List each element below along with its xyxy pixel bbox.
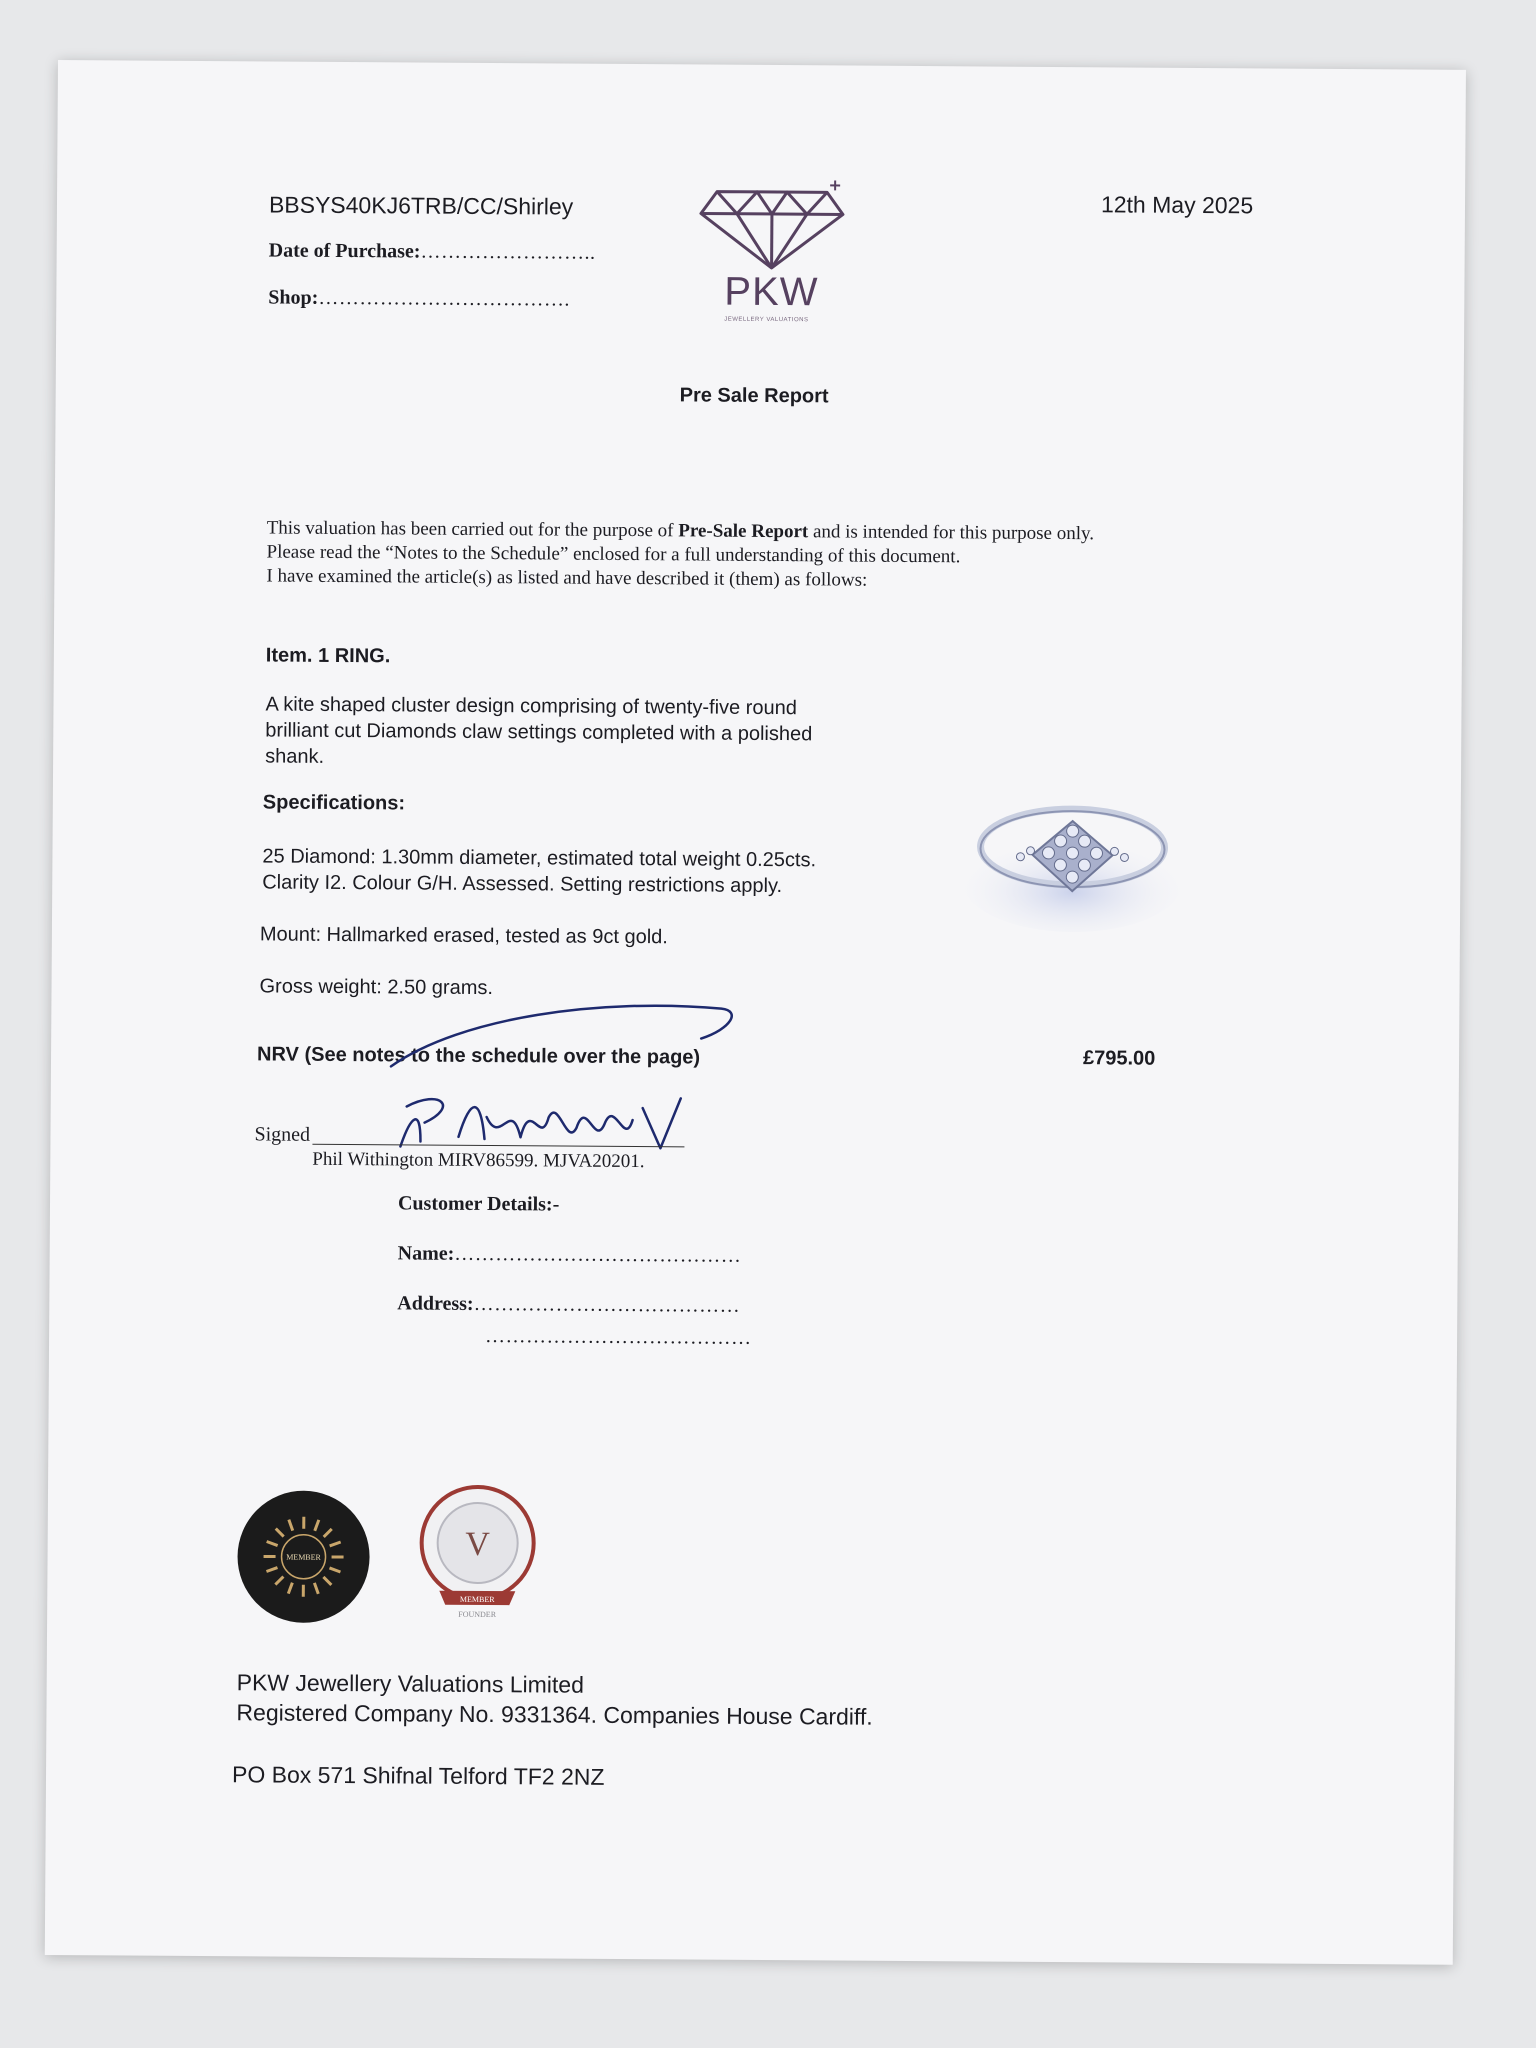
jewellery-valuers-association-seal <box>417 1483 546 1624</box>
logo-text: PKW <box>724 269 819 315</box>
customer-address-dots-line-2 <box>485 1325 752 1350</box>
intro-paragraph <box>266 516 1094 594</box>
shop-label: Shop: <box>268 286 319 309</box>
handwritten-signature <box>380 996 781 1159</box>
customer-name-label: Name: <box>397 1242 455 1265</box>
spec-diamond-line: 25 Diamond: 1.30mm diameter, estimated total weight 0.25cts. <box>262 845 817 872</box>
valuers-founder-text: FOUNDER <box>458 1609 497 1620</box>
intro-line-1-post: and is intended for this purpose only. <box>808 521 1095 545</box>
naj-member-seal <box>233 1486 374 1627</box>
intro-line-2: Please read the “Notes to the Schedule” enclosed for a full understanding of this document. <box>266 541 961 568</box>
valuers-v-letter: V <box>465 1525 491 1564</box>
date-of-purchase-dots: …………………….. <box>420 240 596 264</box>
naj-member-text: MEMBER <box>286 1552 321 1562</box>
footer-company: PKW Jewellery Valuations Limited <box>236 1669 585 1698</box>
item-title: Item. 1 RING. <box>265 644 391 668</box>
valuers-member-text: MEMBER <box>459 1594 495 1605</box>
intro-line-1-pre: This valuation has been carried out for the purpose of <box>266 517 679 542</box>
reference-number: BBSYS40KJ6TRB/CC/Shirley <box>268 191 574 220</box>
signed-label: Signed <box>254 1123 311 1146</box>
footer-address: PO Box 571 Shifnal Telford TF2 2NZ <box>231 1761 605 1790</box>
spec-mount-line: Mount: Hallmarked erased, tested as 9ct gold. <box>259 923 668 949</box>
document-page <box>45 60 1466 1965</box>
customer-details-title: Customer Details:- <box>397 1192 560 1216</box>
report-date: 12th May 2025 <box>1100 191 1254 219</box>
nrv-price: £795.00 <box>1082 1047 1156 1070</box>
customer-address-label: Address: <box>397 1292 474 1315</box>
customer-name-dots: …………………………………… <box>454 1242 742 1267</box>
spec-gross-weight-line: Gross weight: 2.50 grams. <box>259 975 494 1000</box>
customer-address-field <box>397 1292 740 1317</box>
nrv-label: NRV (See notes to the schedule over the page) <box>256 1043 701 1069</box>
footer-registration: Registered Company No. 9331364. Companies House Cardiff. <box>236 1699 873 1730</box>
date-of-purchase-field <box>269 239 596 264</box>
ring-photo <box>962 786 1193 938</box>
report-title: Pre Sale Report <box>679 384 829 408</box>
customer-address-dots: ………………………………… <box>473 1292 741 1317</box>
intro-line-1-bold: Pre-Sale Report <box>678 520 809 543</box>
customer-address-dots-2: ………………………………… <box>485 1325 752 1349</box>
date-of-purchase-label: Date of Purchase: <box>268 239 421 263</box>
shop-field <box>268 286 570 311</box>
specifications-title: Specifications: <box>262 791 406 815</box>
item-description: A kite shaped cluster design comprising of twenty-five round brilliant cut Diamonds claw settings completed with a polished shank. <box>265 693 813 768</box>
signer-name: Phil Withington MIRV86599. MJVA20201. <box>312 1148 645 1173</box>
customer-name-field <box>398 1242 742 1267</box>
diamond-logo-icon <box>697 179 848 270</box>
spec-clarity-line: Clarity I2. Colour G/H. Assessed. Setting restrictions apply. <box>262 871 783 898</box>
shop-dots: ………………………………. <box>318 286 570 311</box>
intro-line-3: I have examined the article(s) as listed and have described it (them) as follows: <box>266 565 868 591</box>
logo-subtext: JEWELLERY VALUATIONS <box>724 316 809 324</box>
